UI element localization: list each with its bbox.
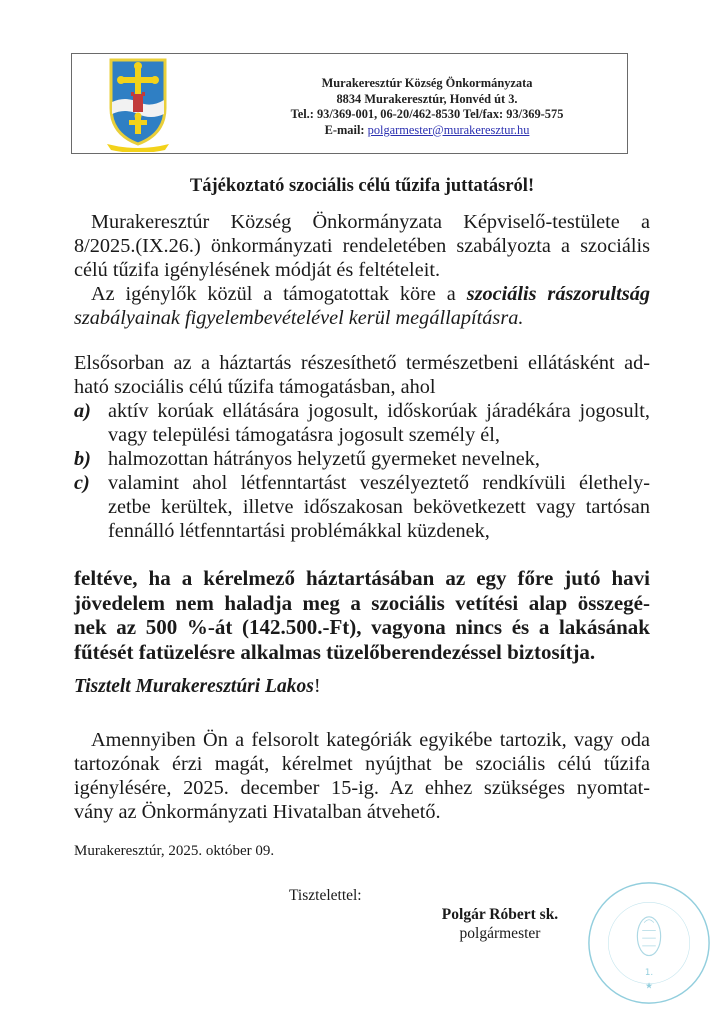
org-email-line [247, 123, 607, 139]
signer-role: polgármester [459, 925, 541, 942]
org-phones: Tel.: 93/369-001, 06-20/462-8530 Tel/fax: 93/369-575 [290, 107, 564, 121]
closing-paragraph [74, 728, 650, 824]
star-icon: ★ [645, 981, 653, 992]
org-name: Murakeresztúr Község Önkormányzata [321, 76, 533, 90]
list-item-line: fennálló létfenntartási problémákkal küzdenek, [108, 520, 490, 542]
eligibility-line: Elsősorban az a háztartás részesíthető természetbeni ellátásként ad- [74, 352, 650, 374]
list-item [74, 447, 650, 471]
signature-block [430, 905, 570, 943]
list-marker: c) [74, 472, 90, 494]
eligibility-line: ható szociális célú tűzifa támogatásban, ahol [74, 376, 436, 398]
intro-line [74, 282, 650, 306]
signer-name: Polgár Róbert sk. [441, 906, 559, 923]
condition-paragraph [74, 566, 650, 664]
letterhead [71, 53, 628, 154]
email-link[interactable]: polgarmester@murakeresztur.hu [367, 122, 530, 137]
closing-line: tartozónak érzi magát, kérelmet nyújthat be szociális célú tűzifa [74, 753, 650, 775]
email-label: E-mail: [324, 122, 365, 137]
greeting [74, 674, 650, 699]
list-item [74, 471, 650, 543]
eligibility-section [74, 351, 650, 543]
closing-line: vány az Önkormányzati Hivatalban átvehető. [74, 801, 441, 823]
list-item-line: zetbe kerültek, illetve időszakosan bekövetkezett vagy tartósan [108, 496, 650, 518]
condition-line: feltéve, ha a kérelmező háztartásában az egy főre jutó havi [74, 566, 650, 590]
closing-line: igénylésére, 2025. december 15-ig. Az ehhez szükséges nyomtat- [74, 777, 650, 799]
p2-italic: szabályainak figyelembevételével kerül megállapításra. [74, 307, 524, 329]
list-item [74, 399, 650, 447]
p2-plain: Az igénylők közül a támogatottak köre a [91, 283, 456, 305]
list-item-line: valamint ahol létfenntartást veszélyeztető rendkívüli élethely- [108, 472, 650, 494]
org-address: 8834 Murakeresztúr, Honvéd út 3. [336, 91, 518, 106]
document-title: Tájékoztató szociális célú tűzifa juttatásról! [189, 176, 535, 196]
intro-paragraph [74, 210, 650, 330]
stamp-number: 1. [644, 967, 654, 978]
official-stamp [586, 880, 712, 1006]
intro-line: célú tűzifa igénylésének módját és feltételeit. [74, 259, 441, 281]
coat-of-arms-logo [105, 56, 171, 152]
intro-line: Murakeresztúr Község Önkormányzata Képviselő-testülete a [91, 211, 650, 233]
condition-line: fűtését fatüzelésre alkalmas tüzelőberendezéssel biztosítja. [74, 639, 596, 664]
list-item-line: aktív korúak ellátására jogosult, időskorúak járadékára jogosult, [108, 400, 650, 422]
document-date: Murakeresztúr, 2025. október 09. [74, 843, 275, 859]
closing-line: Amennyiben Ön a felsorolt kategóriák egyikébe tartozik, vagy oda [91, 729, 650, 751]
condition-line: nek az 500 %-át (142.500.-Ft), vagyona nincs és a lakásának [74, 615, 650, 639]
p2-bold-italic: szociális rászorultság [466, 283, 650, 305]
intro-line: 8/2025.(IX.26.) önkormányzati rendeletében szabályozta a szociális [74, 235, 650, 257]
list-item-line: halmozottan hátrányos helyzetű gyermeket nevelnek, [108, 448, 540, 470]
regards: Tisztelettel: [289, 887, 362, 904]
list-marker: b) [74, 448, 91, 470]
greeting-text: Tisztelt Murakeresztúri Lakos [74, 676, 314, 697]
letterhead-text [247, 76, 607, 138]
condition-line: jövedelem nem haladja meg a szociális vetítési alap összegé- [74, 590, 650, 615]
list-item-line: vagy települési támogatásra jogosult személy él, [108, 424, 500, 446]
list-marker: a) [74, 400, 91, 422]
greeting-punct: ! [313, 675, 321, 697]
